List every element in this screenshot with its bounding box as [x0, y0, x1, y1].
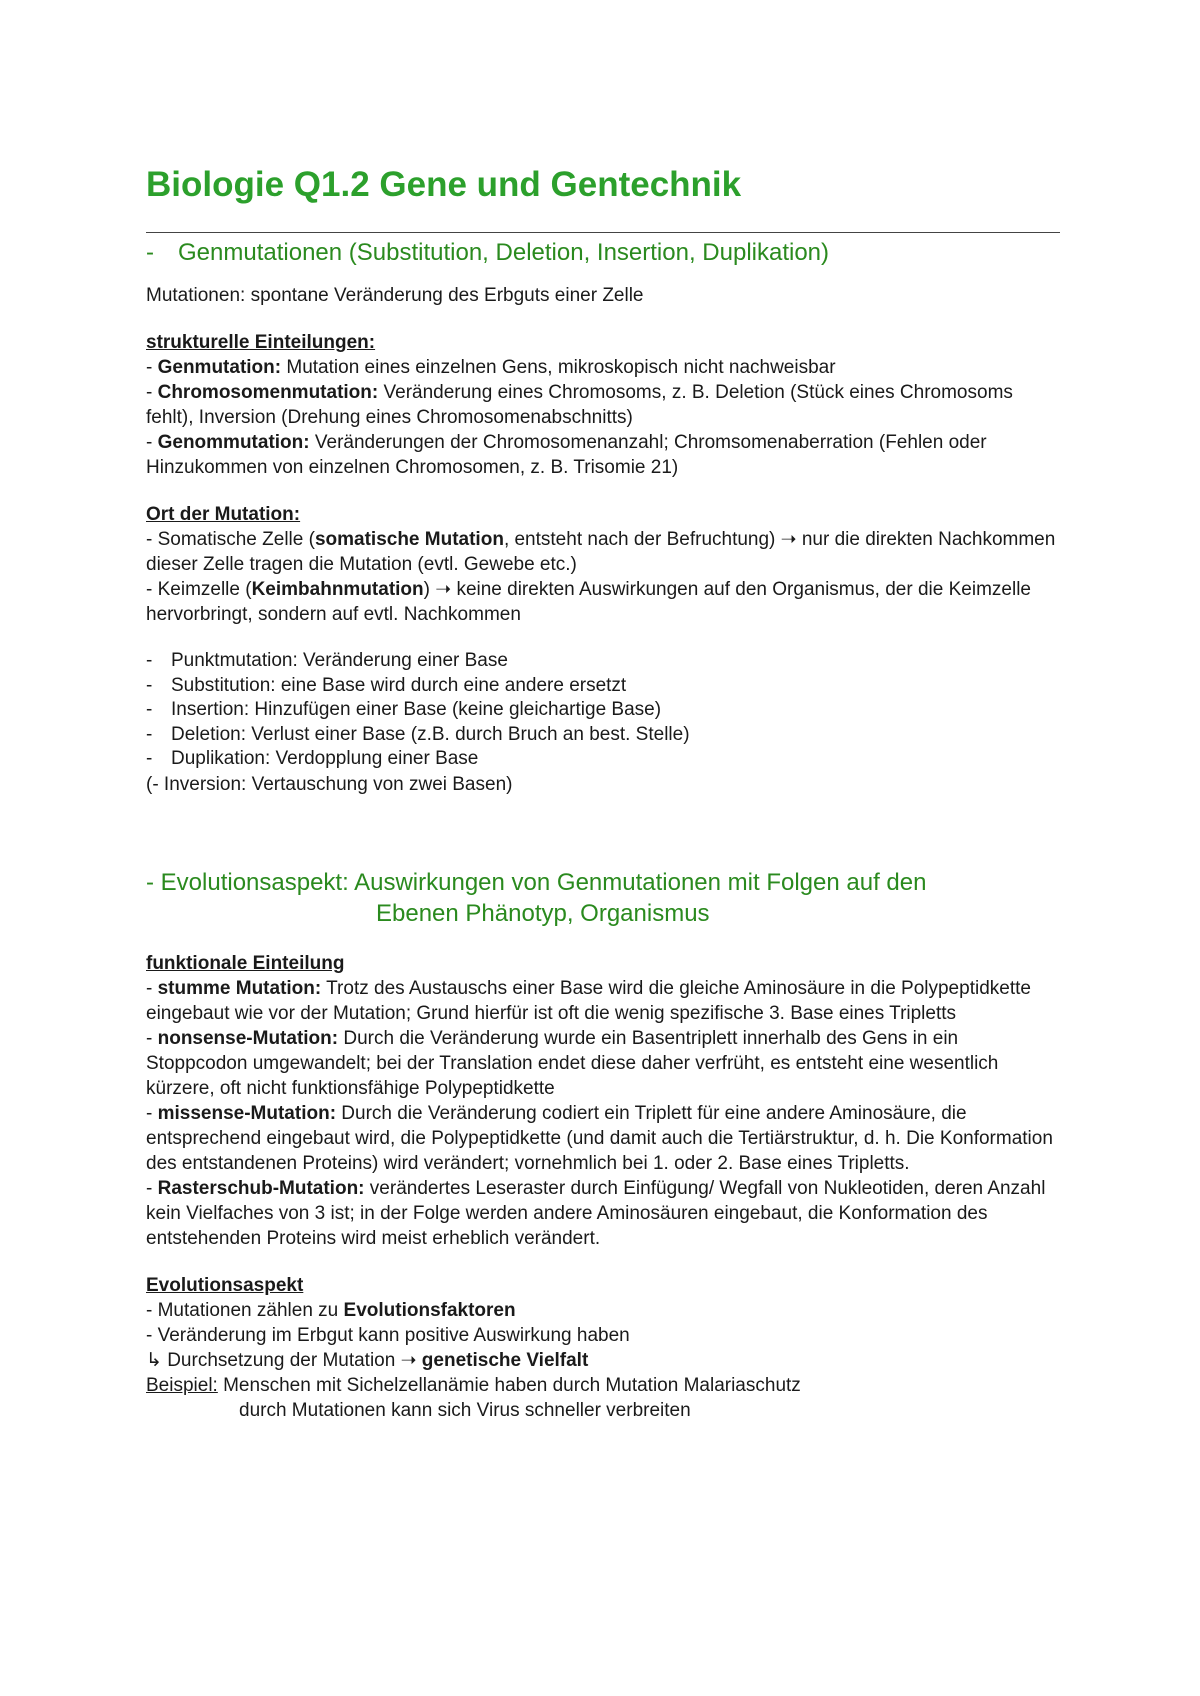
section-heading-evolution: - Evolutionsaspekt: Auswirkungen von Genmutationen mit Folgen auf den Ebenen Phänotyp, Organismus	[146, 868, 927, 927]
list-item: - Punktmutation: Veränderung einer Base	[146, 650, 508, 671]
document-page	[146, 160, 1060, 1423]
list-item: - Insertion: Hinzufügen einer Base (keine gleichartige Base)	[146, 699, 662, 720]
functional-item-nonsense: - nonsense-Mutation: Durch die Veränderung wurde ein Basentriplett innerhalb des Gens in ein Stoppcodon umgewandelt; bei der Translation endet diese daher verfrüht, es entsteht eine wesentlich kürzere, oft nicht funktionsfähige Polypeptidkette	[146, 1027, 999, 1099]
location-germline: - Keimzelle (Keimbahnmutation) ➝ keine direkten Auswirkungen auf den Organismus, der die Keimzelle hervorbringt, sondern auf evtl. Nachkommen	[146, 579, 1031, 625]
mutation-definition: Mutationen: spontane Veränderung des Erbguts einer Zelle	[146, 285, 644, 306]
evolution-example-virus: durch Mutationen kann sich Virus schneller verbreiten	[239, 1399, 691, 1421]
functional-item-missense: - missense-Mutation: Durch die Veränderung codiert ein Triplett für eine andere Aminosäure, die entsprechend eingebaut wird, die Polypeptidkette (und damit auch die Tertiärstruktur, d. h. Die Konformation des entstandenen Proteins) wird verändert; vornehmlich bei 1. oder 2. Base eines Tripletts.	[146, 1102, 1053, 1174]
location-somatic: - Somatische Zelle (somatische Mutation, entsteht nach der Befruchtung) ➝ nur die direkten Nachkommen dieser Zelle tragen die Mutation (evtl. Gewebe etc.)	[146, 529, 1056, 575]
location-label: Ort der Mutation:	[146, 504, 301, 525]
structural-item-genommutation: - Genommutation: Veränderungen der Chromosomenanzahl; Chromsomenaberration (Fehlen oder Hinzukommen von einzelnen Chromosomen, z. B. Trisomie 21)	[146, 432, 987, 478]
heading-text: Genmutationen (Substitution, Deletion, Insertion, Duplikation)	[178, 239, 830, 266]
evolution-label: Evolutionsaspekt	[146, 1274, 304, 1296]
evolution-example: Beispiel: Menschen mit Sichelzellanämie haben durch Mutation Malariaschutz	[146, 1374, 801, 1396]
structural-label: strukturelle Einteilungen:	[146, 332, 376, 353]
functional-label: funktionale Einteilung	[146, 952, 345, 974]
functional-item-rasterschub: - Rasterschub-Mutation: verändertes Leseraster durch Einfügung/ Wegfall von Nukleotiden, deren Anzahl kein Vielfaches von 3 ist; in der Folge werden andere Aminosäuren eingebaut, die Konformation des entstehenden Proteins wird meist erheblich verändert.	[146, 1177, 1046, 1249]
document-title: Biologie Q1.2 Gene und Gentechnik	[146, 165, 742, 204]
title-divider	[146, 232, 1060, 233]
inversion-note: (- Inversion: Vertauschung von zwei Basen)	[146, 773, 513, 795]
structural-item-chromosomenmutation: - Chromosomenmutation: Veränderung eines Chromosoms, z. B. Deletion (Stück eines Chromosoms fehlt), Inversion (Drehung eines Chromosomenabschnitts)	[146, 382, 1013, 428]
evolution-line-factors: - Mutationen zählen zu Evolutionsfaktoren	[146, 1299, 516, 1321]
heading-dash: -	[146, 239, 154, 266]
list-item: - Duplikation: Verdopplung einer Base	[146, 748, 479, 769]
evolution-line-diversity: ↳ Durchsetzung der Mutation ➝ genetische Vielfalt	[146, 1349, 589, 1371]
point-mutation-list	[146, 649, 1060, 772]
functional-item-stumme: - stumme Mutation: Trotz des Austauschs einer Base wird die gleiche Aminosäure in die Polypeptidkette eingebaut wie vor der Mutation; Grund hierfür ist oft die wenig spezifische 3. Base eines Tripletts	[146, 977, 1031, 1024]
list-item: - Deletion: Verlust einer Base (z.B. durch Bruch an best. Stelle)	[146, 723, 690, 745]
evolution-line-positive: - Veränderung im Erbgut kann positive Auswirkung haben	[146, 1324, 630, 1346]
list-item: - Substitution: eine Base wird durch eine andere ersetzt	[146, 674, 627, 696]
section-heading-genmutationen	[146, 237, 1060, 269]
structural-item-genmutation: - Genmutation: Mutation eines einzelnen Gens, mikroskopisch nicht nachweisbar	[146, 357, 836, 378]
